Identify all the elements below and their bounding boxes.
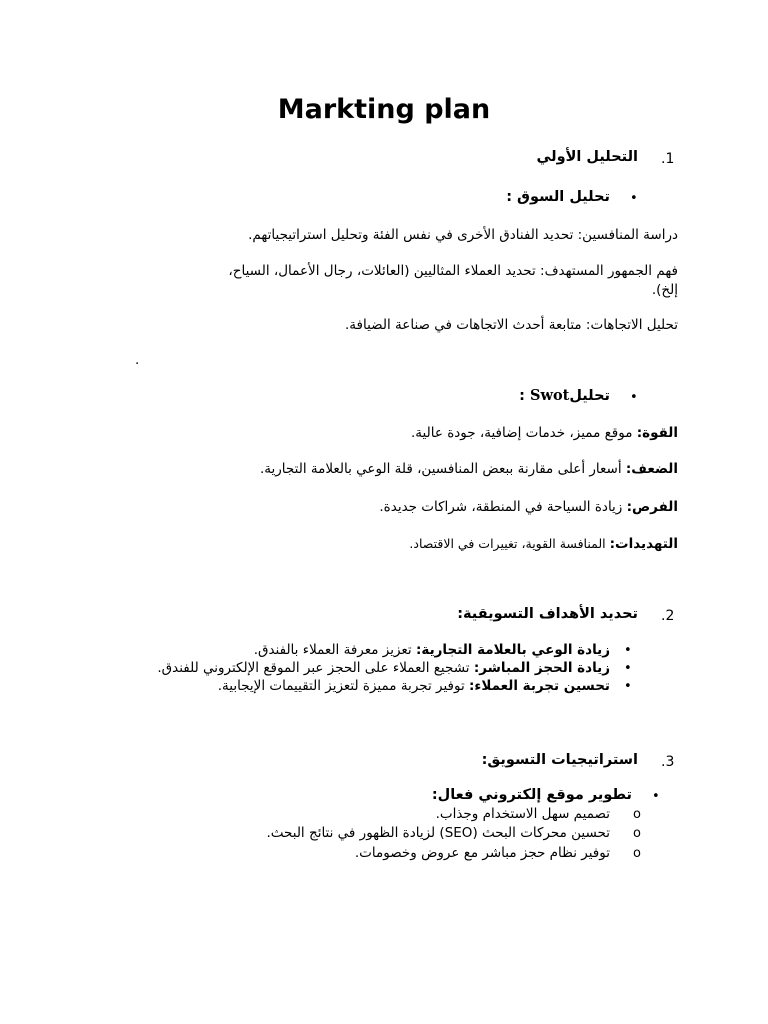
weaknesses-text: أسعار أعلى مقارنة ببعض المنافسين، قلة الوعي بالعلامة التجارية. [260,461,626,477]
section-2-number: .2 [661,608,675,624]
swot-threats [409,536,678,552]
swot-heading-word: تحليل [569,388,610,404]
goal-2-label: زيادة الحجز المباشر: [473,660,610,676]
website-item-seo: تحسين محركات البحث (SEO) لزيادة الظهور في نتائج البحث. [266,825,610,841]
market-bullet: • [630,191,638,206]
section-3-heading: استراتيجيات التسويق: [481,752,638,768]
stray-dot: . [135,352,140,368]
threats-text: المنافسة القوية، تغييرات في الاقتصاد. [409,536,610,551]
goal-3-bullet: • [624,679,632,694]
swot-bullet: • [630,390,638,405]
goal-3-label: تحسين تجربة العملاء: [469,678,610,694]
opportunities-text: زيادة السياحة في المنطقة، شراكات جديدة. [379,499,627,515]
target-audience-line-2: إلخ). [651,282,678,298]
goal-1-text: تعزيز معرفة العملاء بالفندق. [253,642,416,658]
sub-item-3-marker: o [633,846,641,861]
goal-2-text: تشجيع العملاء على الحجز عبر الموقع الإلكتروني للفندق. [157,660,474,676]
goal-awareness [254,642,610,658]
website-heading: تطوير موقع إلكتروني فعال: [431,787,632,803]
swot-heading [519,387,610,404]
goal-customer-experience [218,678,610,694]
swot-strengths [411,425,678,441]
competitors-study: دراسة المنافسين: تحديد الفنادق الأخرى في نفس الفئة وتحليل استراتيجياتهم. [248,227,678,243]
goal-2-bullet: • [624,661,632,676]
threats-label: التهديدات: [609,536,678,552]
opportunities-label: الفرص: [626,499,678,515]
swot-weaknesses [260,461,678,477]
market-analysis-heading: تحليل السوق : [506,189,610,205]
swot-opportunities [379,499,678,515]
website-item-booking: توفير نظام حجز مباشر مع عروض وخصومات. [354,845,610,861]
page-title: Markting plan [277,94,491,125]
strengths-text: موقع مميز، خدمات إضافية، جودة عالية. [411,425,637,441]
swot-heading-latin: Swot [529,387,570,404]
website-bullet: • [652,789,660,804]
goal-3-text: توفير تجربة مميزة لتعزيز التقييمات الإيجابية. [217,678,470,694]
section-3-number: .3 [661,754,675,770]
section-2-heading: تحديد الأهداف التسويقية: [457,606,638,622]
website-item-usability: تصميم سهل الاستخدام وجذاب. [435,806,610,822]
swot-heading-colon: : [519,388,530,404]
trends-analysis: تحليل الاتجاهات: متابعة أحدث الاتجاهات في صناعة الضيافة. [345,317,678,333]
goal-1-label: زيادة الوعي بالعلامة التجارية: [415,642,610,658]
weaknesses-label: الضعف: [625,461,678,477]
section-1-number: .1 [661,151,675,167]
goal-1-bullet: • [624,643,632,658]
sub-item-2-marker: o [633,826,641,841]
sub-item-1-marker: o [633,807,641,822]
target-audience-line-1: فهم الجمهور المستهدف: تحديد العملاء المثاليين (العائلات، رجال الأعمال، السياح، [228,263,678,279]
section-1-heading: التحليل الأولي [536,149,638,165]
goal-direct-booking [157,660,610,676]
strengths-label: القوة: [636,425,678,441]
